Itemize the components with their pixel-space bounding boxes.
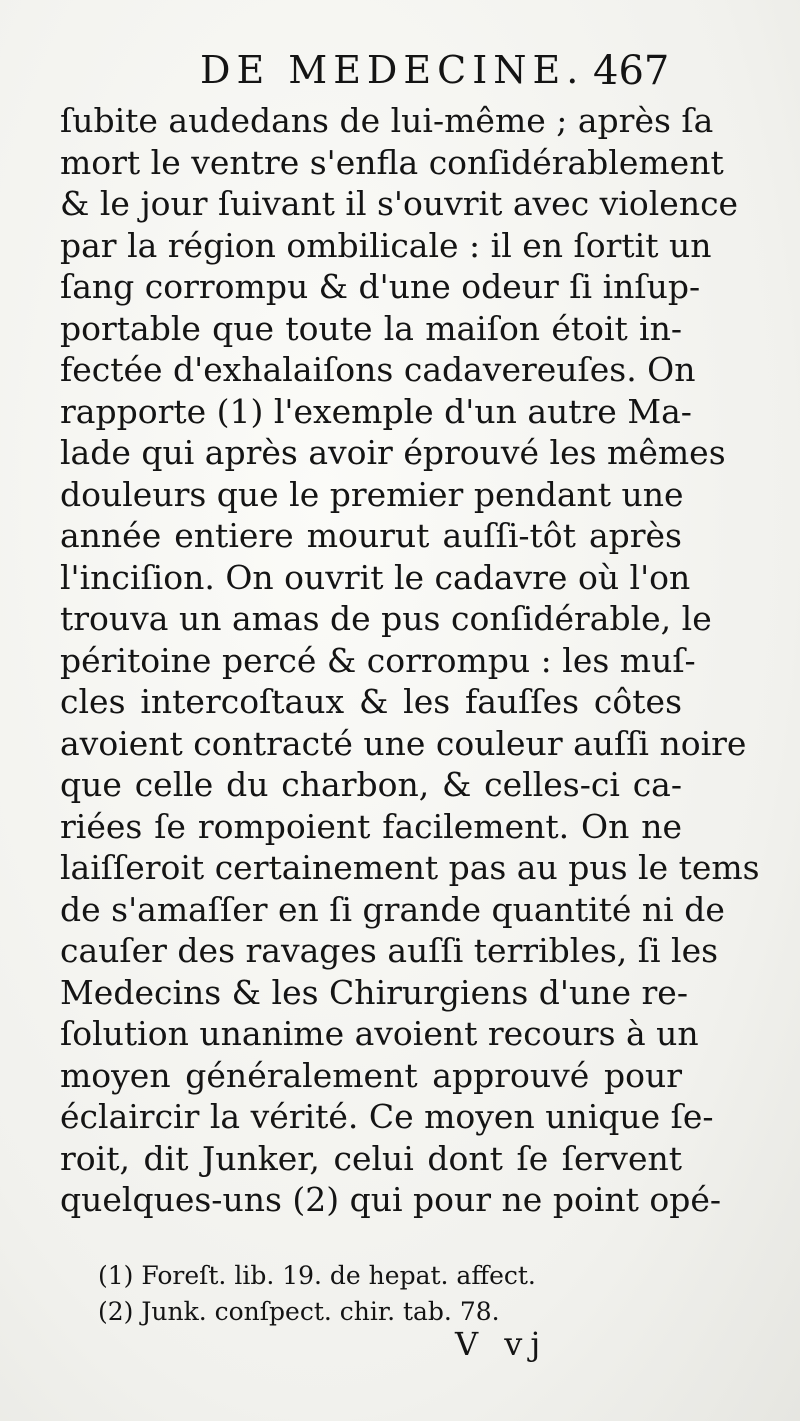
body-text bbox=[60, 100, 760, 1221]
text-line: année entiere mourut auſſi-tôt après bbox=[60, 516, 682, 555]
text-line: éclaircir la vérité. Ce moyen unique ſe- bbox=[60, 1097, 714, 1136]
page-number: 467 bbox=[593, 48, 670, 94]
text-line: de s'amaſſer en ſi grande quantité ni de bbox=[60, 889, 725, 929]
footnote: (2) Junk. conſpect. chir. tab. 78. bbox=[98, 1297, 500, 1326]
text-line: mort le ventre s'enfla conſidérablement bbox=[60, 142, 724, 182]
text-line: trouva un amas de pus conſidérable, le bbox=[60, 599, 712, 638]
text-line: lade qui après avoir éprouvé les mêmes bbox=[60, 433, 726, 472]
text-line: moyen généralement approuvé pour bbox=[60, 1055, 682, 1095]
text-line: que celle du charbon, & celles-ci ca- bbox=[60, 765, 682, 804]
signature-mark: V vj bbox=[455, 1325, 549, 1363]
text-line: douleurs que le premier pendant une bbox=[60, 474, 684, 514]
text-line: ſolution unanime avoient recours à un bbox=[60, 1014, 699, 1053]
footnote: (1) Foreſt. lib. 19. de hepat. affect. bbox=[98, 1261, 536, 1290]
text-line: l'inciſion. On ouvrit le cadavre où l'on bbox=[60, 557, 691, 597]
text-line: & le jour ſuivant il s'ouvrit avec violence bbox=[60, 184, 739, 223]
page-header bbox=[200, 48, 700, 98]
text-line: roit, dit Junker, celui dont ſe ſervent bbox=[60, 1138, 682, 1178]
text-line: riées ſe rompoient facilement. On ne bbox=[60, 806, 682, 846]
text-line: portable que toute la maiſon étoit in- bbox=[60, 308, 682, 348]
text-line: laiſſeroit certainement pas au pus le tems bbox=[60, 848, 760, 887]
text-line: ſubite audedans de lui-même ; après ſa bbox=[60, 101, 714, 140]
text-line: ſang corrompu & d'une odeur ſi inſup- bbox=[60, 267, 701, 306]
text-line: avoient contracté une couleur auſſi noire bbox=[60, 723, 747, 763]
running-title: DE MEDECINE. bbox=[200, 48, 585, 92]
text-line: cauſer des ravages auſſi terribles, ſi les bbox=[60, 931, 719, 970]
footnotes bbox=[98, 1258, 578, 1330]
text-line: Medecins & les Chirurgiens d'une re- bbox=[60, 972, 688, 1012]
text-line: péritoine percé & corrompu : les muſ- bbox=[60, 640, 696, 680]
text-line: quelques-uns (2) qui pour ne point opé- bbox=[60, 1180, 722, 1219]
text-line: par la région ombilicale : il en ſortit un bbox=[60, 225, 712, 265]
text-line: cles intercoſtaux & les fauſſes côtes bbox=[60, 682, 682, 721]
text-line: rapporte (1) l'exemple d'un autre Ma- bbox=[60, 391, 692, 431]
text-line: fectée d'exhalaiſons cadavereuſes. On bbox=[60, 350, 696, 389]
